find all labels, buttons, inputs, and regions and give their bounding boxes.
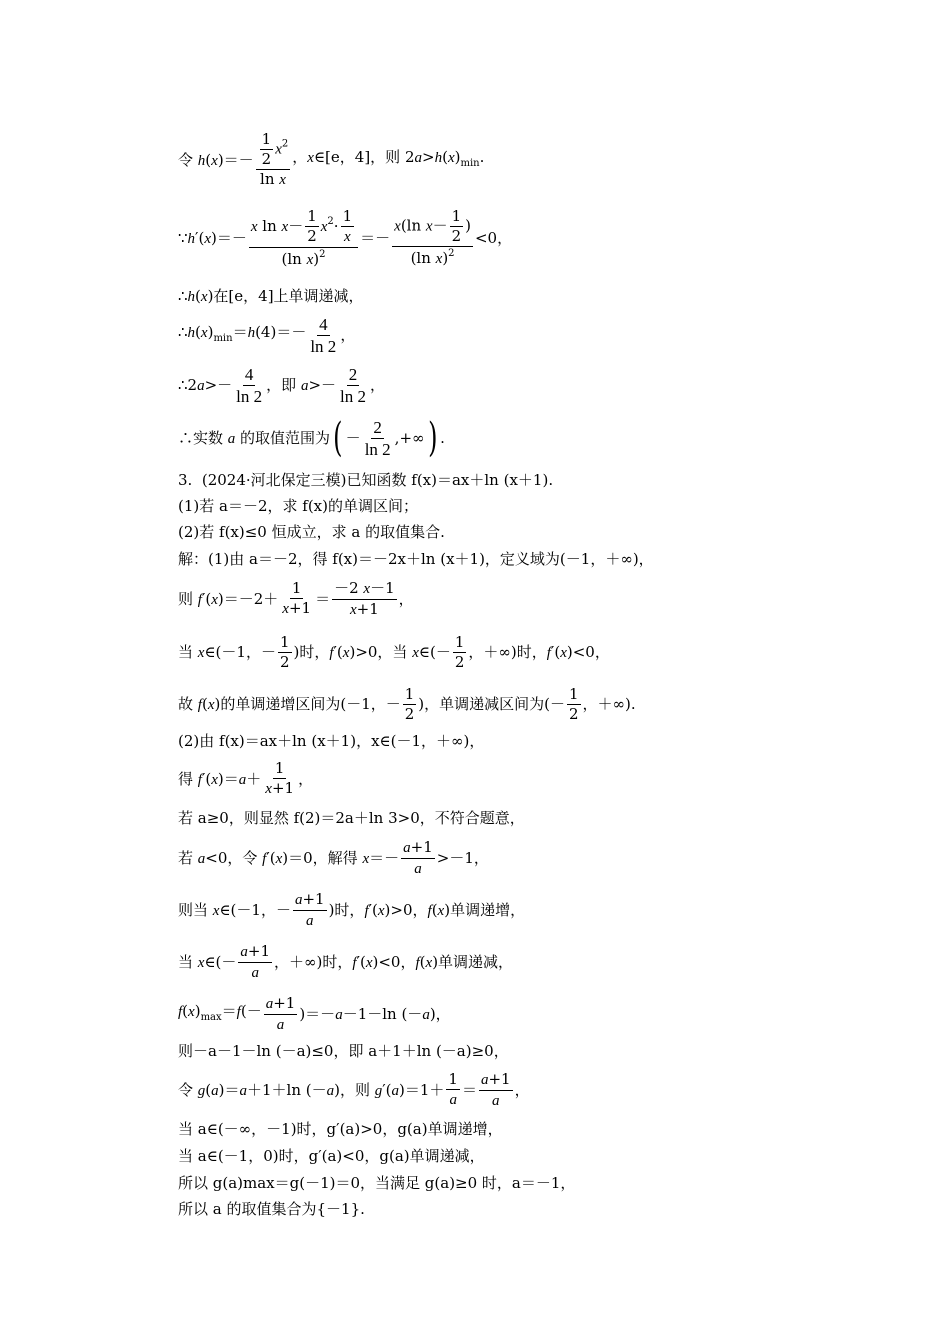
line-16-text: 若 a≥0，则显然 f(2)＝2a＋ln 3>0，不符合题意， (178, 809, 525, 827)
line-8 (178, 496, 418, 516)
line-19: 当 x∈(－ $\frac{a+1}{a}$ ，＋∞)时，f′(x)<0，f(x)单调递减， (178, 941, 514, 981)
line-24 (178, 1146, 485, 1166)
line-2: ∵h′(x)＝－ x ln x－ $\frac{1}{2}$ $x^2\cdot$ $\frac{1}{x}$ (ln x)$^2$ ＝－ x(ln x－ $\frac{1}{2}$ ) (ln x)$^2$ <0， (178, 206, 513, 268)
line-4: $\therefore h(x)_{min}=h(4)=-$ $\frac{4}{\ln 2}$ ， (178, 314, 356, 356)
line-26 (178, 1199, 365, 1219)
line-9 (178, 522, 445, 542)
line-12: 当 x∈(－1，－ $\frac{1}{2}$ )时，f′(x)>0，当 x∈(－ $\frac{1}{2}$ ，＋∞)时，f′(x)<0， (178, 632, 610, 671)
line-16 (178, 808, 525, 828)
line-6: ∴实数 a 的取值范围为 ( － $\frac{2}{\ln 2}$ ,+∞ ) . (178, 415, 445, 461)
line-24-text: 当 a∈(－1，0)时，g′(a)<0，g(a)单调递减， (178, 1147, 485, 1165)
line-25-text: 所以 g(a)max＝g(－1)＝0，当满足 g(a)≥0 时，a＝－1， (178, 1174, 576, 1192)
line-7-text: 3. (2024·河北保定三模)已知函数 f(x)＝ax＋ln (x＋1). (178, 471, 554, 489)
line-26-text: 所以 a 的取值集合为{－1}. (178, 1200, 365, 1218)
line-3: ∴h(x)在[e，4]上单调递减， (178, 287, 364, 305)
line-13: 故 f(x)的单调递增区间为(－1，－ $\frac{1}{2}$ )，单调递减区间为(－ $\frac{1}{2}$ ，＋∞). (178, 684, 636, 723)
line-25 (178, 1173, 575, 1193)
line-20: $f(x)_{max}=f(-$ $\frac{a+1}{a}$ )＝－a－1－ln (－a)， (178, 993, 451, 1033)
line-1: 令 h(x)＝－ $\frac{1}{2}$ $x^2$ ln x ，x∈[e，4]，则 $2a>h(x)_{min}$. (178, 130, 485, 188)
line-22: 令 g(a)＝a＋1＋ln (－a)，则 g′(a)＝1＋ $\frac{1}{a}$ ＝ $\frac{a+1}{a}$ ， (178, 1069, 530, 1109)
line-10 (178, 549, 654, 569)
line-8-text: (1)若 a＝－2，求 f(x)的单调区间； (178, 497, 418, 515)
line-11: 则 f′(x)＝－2＋ $\frac{1}{x+1}$ ＝ $\frac{-2 x-1}{x+1}$ ， (178, 578, 414, 618)
line-7 (178, 470, 553, 490)
line-10-text: 解：(1)由 a＝－2，得 f(x)＝－2x＋ln (x＋1)，定义域为(－1，＋∞)， (178, 550, 654, 568)
line-21-text: 则－a－1－ln (－a)≤0，即 a＋1＋ln (－a)≥0， (178, 1042, 509, 1060)
line-14-text: (2)由 f(x)＝ax＋ln (x＋1)，x∈(－1，＋∞)， (178, 732, 485, 750)
line-15: 得 f′(x)＝a＋ $\frac{1}{x+1}$ ， (178, 759, 314, 797)
line-17: 若 a<0，令 f′(x)＝0，解得 x＝－ $\frac{a+1}{a}$ >－1， (178, 837, 489, 877)
line-21 (178, 1041, 509, 1061)
line-23-text: 当 a∈(－∞，－1)时，g′(a)>0，g(a)单调递增， (178, 1120, 503, 1138)
line-9-text: (2)若 f(x)≤0 恒成立，求 a 的取值集合. (178, 523, 445, 541)
line-23 (178, 1119, 503, 1139)
line-14 (178, 731, 484, 751)
line-5: ∴2a>－ $\frac{4}{\ln 2}$ ，即 a>－ $\frac{2}{\ln 2}$ ， (178, 364, 386, 406)
line-18: 则当 x∈(－1，－ $\frac{a+1}{a}$ )时，f′(x)>0，f(x)单调递增， (178, 889, 526, 929)
